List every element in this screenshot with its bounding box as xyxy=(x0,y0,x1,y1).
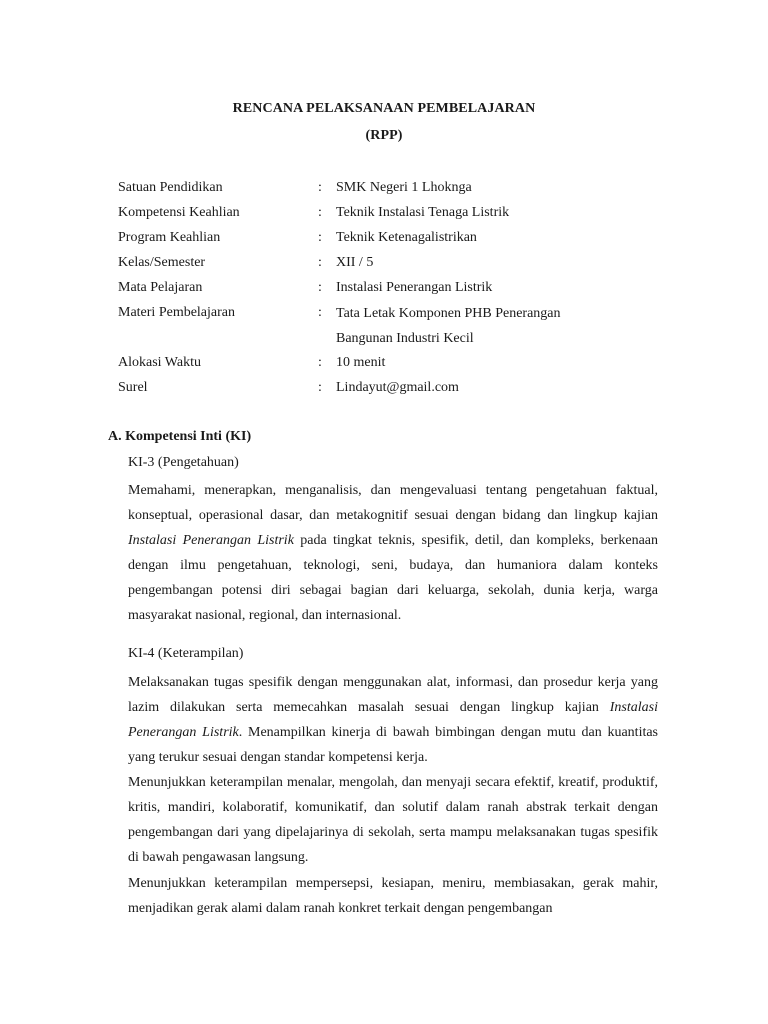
info-colon: : xyxy=(318,355,322,370)
info-value: Teknik Ketenagalistrikan xyxy=(336,230,477,245)
info-label: Kelas/Semester xyxy=(118,255,206,270)
info-row-mata-pelajaran xyxy=(118,278,718,303)
info-colon: : xyxy=(318,280,322,295)
info-label: Program Keahlian xyxy=(118,230,221,245)
info-label: Materi Pembelajaran xyxy=(118,305,236,320)
info-colon: : xyxy=(318,305,322,320)
info-value: SMK Negeri 1 Lhoknga xyxy=(336,180,472,195)
ki4-p1-before: Melaksanakan tugas spesifik dengan menggunakan alat, informasi, dan prosedur kerja yang lazim dilakukan serta memecahkan masalah sesuai dengan lingkup kajian xyxy=(128,675,658,715)
info-colon: : xyxy=(318,180,322,195)
info-row-kompetensi-keahlian xyxy=(118,203,718,228)
info-row-kelas-semester xyxy=(118,253,718,278)
ki3-paragraph xyxy=(128,478,658,628)
info-colon: : xyxy=(318,205,322,220)
ki4-paragraph-1 xyxy=(128,670,658,770)
info-colon: : xyxy=(318,230,322,245)
info-colon: : xyxy=(318,380,322,395)
ki4-heading: KI-4 (Keterampilan) xyxy=(128,646,244,661)
ki4-paragraph-3: Menunjukkan keterampilan mempersepsi, kesiapan, meniru, membiasakan, gerak mahir, menjadikan gerak alami dalam ranah konkret terkait dengan pengembangan xyxy=(128,876,658,916)
ki4-paragraph-2: Menunjukkan keterampilan menalar, mengolah, dan menyaji secara efektif, kreatif, produktif, kritis, mandiri, kolaboratif, komunikatif, dan solutif dalam ranah abstrak terkait dengan pengembangan dari yang dipelajarinya di sekolah, serta mampu melaksanakan tugas spesifik di bawah pengawasan langsung. xyxy=(128,775,658,865)
info-row-alokasi-waktu xyxy=(118,353,718,378)
ki3-text-after: pada tingkat teknis, spesifik, detil, dan kompleks, berkenaan dengan ilmu pengetahuan, teknologi, seni, budaya, dan humaniora dalam konteks pengembangan potensi diri sebagai bagian dari keluarga, sekolah, dunia kerja, warga masyarakat nasional, regional, dan internasional. xyxy=(128,533,658,623)
info-label: Kompetensi Keahlian xyxy=(118,205,240,220)
info-value: XII / 5 xyxy=(336,255,374,270)
info-colon: : xyxy=(318,255,322,270)
ki3-text-before: Memahami, menerapkan, menganalisis, dan mengevaluasi tentang pengetahuan faktual, konseptual, operasional dasar, dan metakognitif sesuai dengan bidang dan lingkup kajian xyxy=(128,483,658,523)
document-title: RENCANA PELAKSANAAN PEMBELAJARAN xyxy=(232,101,536,116)
info-label: Mata Pelajaran xyxy=(118,280,203,295)
info-label: Alokasi Waktu xyxy=(118,355,201,370)
info-row-materi-pembelajaran xyxy=(118,303,718,353)
info-row-satuan-pendidikan xyxy=(118,178,718,203)
ki3-text-italic: Instalasi Penerangan Listrik xyxy=(128,533,294,548)
info-label: Surel xyxy=(118,380,148,395)
info-label: Satuan Pendidikan xyxy=(118,180,223,195)
ki3-heading: KI-3 (Pengetahuan) xyxy=(128,455,239,470)
info-value: Instalasi Penerangan Listrik xyxy=(336,280,493,295)
info-row-program-keahlian xyxy=(118,228,718,253)
info-table xyxy=(118,178,718,403)
section-heading-kompetensi-inti: A. Kompetensi Inti (KI) xyxy=(108,429,252,444)
ki4-p1-after: . Menampilkan kinerja di bawah bimbingan dengan mutu dan kuantitas yang terukur sesuai dengan standar kompetensi kerja. xyxy=(128,725,659,765)
info-row-surel xyxy=(118,378,718,403)
info-value: Teknik Instalasi Tenaga Listrik xyxy=(336,205,510,220)
info-value: Tata Letak Komponen PHB Penerangan Bangunan Industri Kecil xyxy=(336,306,561,346)
ki4-p1-italic: Instalasi Penerangan Listrik xyxy=(128,700,658,740)
email-value: Lindayut@gmail.com xyxy=(336,380,459,395)
info-value: 10 menit xyxy=(336,355,386,370)
document-subtitle: (RPP) xyxy=(365,128,403,143)
